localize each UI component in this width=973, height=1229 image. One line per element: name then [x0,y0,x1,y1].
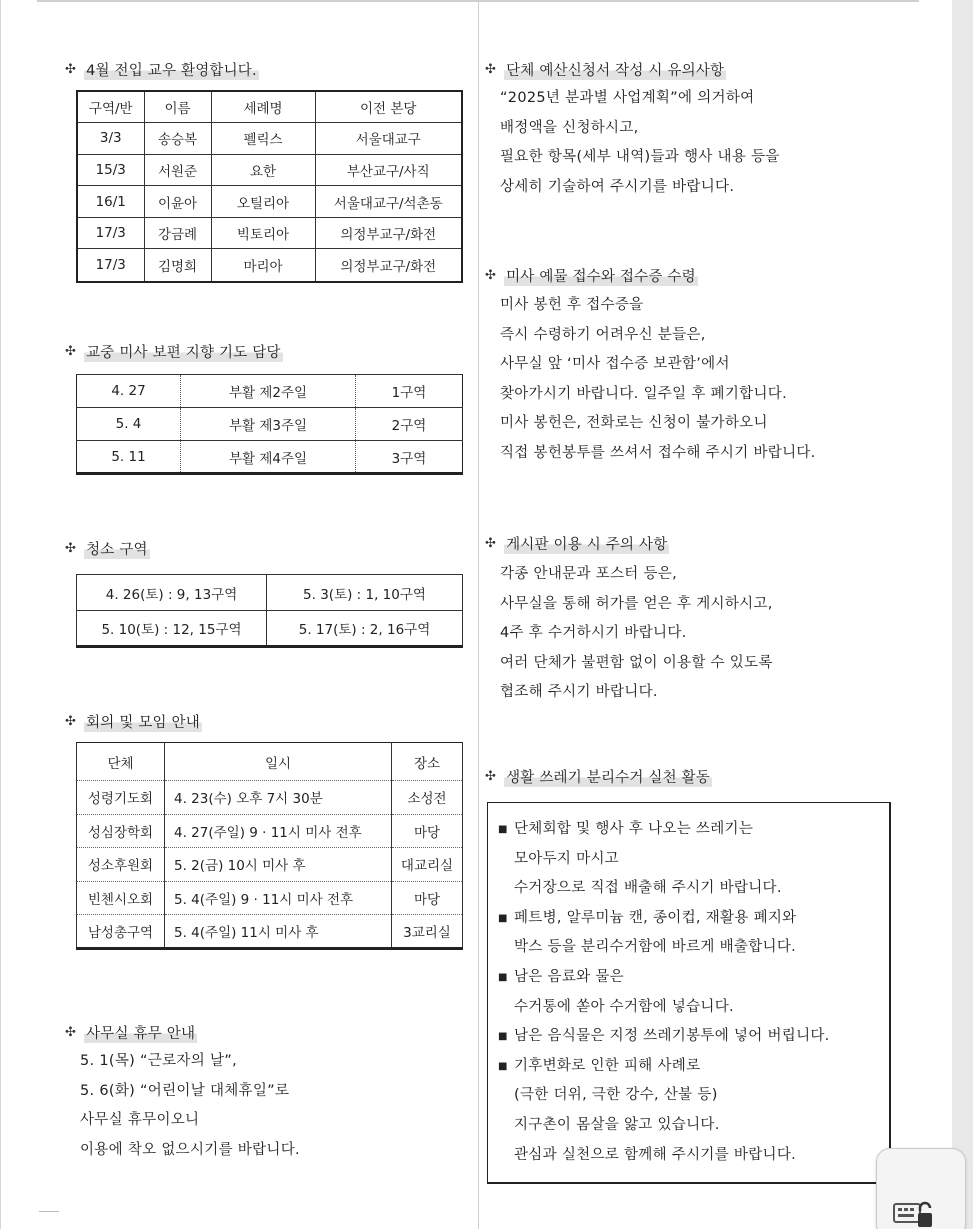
section-marker-icon: ✣ [65,714,77,729]
list-item: ■ 페트병, 알루미늄 캔, 종이컵, 재활용 폐지와 [498,904,889,934]
board-section-title: ✣ 게시판 이용 시 주의 사항 [485,533,669,554]
table-row: 17/3 김명희 마리아 의정부교구/화전 [77,249,462,282]
bullet-square-icon: ■ [498,1060,508,1072]
section-marker-icon: ✣ [485,62,497,77]
budget-section-title: ✣ 단체 예산신청서 작성 시 유의사항 [485,59,726,80]
table-row: 3/3 송승복 펠릭스 서울대교구 [77,123,462,155]
waste-guidelines-box: ■ 단체회합 및 행사 후 나오는 쓰레기는 모아두지 마시고 수거장으로 직접 배출해 주시기 바랍니다. ■ 페트병, 알루미늄 캔, 종이컵, 재활용 폐지와 박스 등을 분리수거함에 바르게 배출합니다. ■ 남은 음료와 물은 수거통에 쏟아 수거함에 넣습니다. ■ 남은 음식물은 지정 쓰레기봉투에 넣어 버립니다. ■ 기후변화로 인한 피해 사례로 (극한 더위, 극한 강수, 산불 등) 지구촌이 몸살을 앓고 있습니다. 관심과 실천으로 함께해 주시기를 바랍니다. [487,802,891,1184]
column-divider [478,0,479,1229]
section-marker-icon: ✣ [485,536,497,551]
section-marker-icon: ✣ [65,62,77,77]
cleaning-section-title: ✣ 청소 구역 [65,538,150,559]
table-row: 성령기도회 4. 23(수) 오후 7시 30분 소성전 [77,781,463,815]
mass-section-title: ✣ 미사 예물 접수와 접수증 수령 [485,265,698,286]
list-item: ■ 단체회합 및 행사 후 나오는 쓰레기는 [498,815,889,845]
table-header-row: 구역/반 이름 세례명 이전 본당 [77,91,462,123]
section-marker-icon: ✣ [485,769,497,784]
mass-notice-text: 미사 봉헌 후 접수증을 즉시 수령하기 어려우신 분들은, 사무실 앞 ‘미사 접수증 보관함’에서 찾아가시기 바랍니다. 일주일 후 폐기합니다. 미사 봉헌은, 전화로는 신청이 불가하오니 직접 봉헌봉투를 쓰셔서 접수해 주시기 바랍니다. [500,297,816,461]
table-row: 빈첸시오회 5. 4(주일) 9 · 11시 미사 전후 마당 [77,881,463,915]
section-marker-icon: ✣ [65,344,77,359]
bullet-square-icon: ■ [498,1031,508,1043]
prayer-table [76,374,463,475]
keyboard-lock-button[interactable] [876,1148,966,1229]
table-row: 성심장학회 4. 27(주일) 9 · 11시 미사 전후 마당 [77,814,463,848]
cleaning-table [76,574,463,648]
list-item: ■ 남은 음료와 물은 [498,963,889,993]
prayer-section-title: ✣ 교중 미사 보편 지향 기도 담당 [65,341,283,362]
list-item: ■ 기후변화로 인한 피해 사례로 [498,1052,889,1082]
waste-section-title: ✣ 생활 쓰레기 분리수거 실천 활동 [485,766,712,787]
table-row: 5. 4 부활 제3주일 2구역 [77,408,463,441]
bottom-mark [39,1211,59,1212]
table-row: 성소후원회 5. 2(금) 10시 미사 후 대교리실 [77,848,463,882]
table-row: 5. 11 부활 제4주일 3구역 [77,441,463,474]
table-row: 17/3 강금례 빅토리아 의정부교구/화전 [77,217,462,249]
bullet-square-icon: ■ [498,971,508,983]
keyboard-lock-icon [893,1201,933,1227]
table-header-row: 단체 일시 장소 [77,743,463,781]
section-marker-icon: ✣ [65,1025,77,1040]
meetings-section-title: ✣ 회의 및 모임 안내 [65,711,202,732]
meetings-table [76,742,463,950]
section-marker-icon: ✣ [485,268,497,283]
office-section-title: ✣ 사무실 휴무 안내 [65,1022,197,1043]
table-row: 16/1 이윤아 오틸리아 서울대교구/석촌동 [77,186,462,218]
table-row: 5. 10(토) : 12, 15구역 5. 17(토) : 2, 16구역 [77,611,463,647]
bullet-square-icon: ■ [498,912,508,924]
board-notice-text: 각종 안내문과 포스터 등은, 사무실을 통해 허가를 얻은 후 게시하시고, 4주 후 수거하시기 바랍니다. 여러 단체가 불편함 없이 이용할 수 있도록 협조해 주시기 바랍니다. [500,566,773,701]
teachers-table [76,90,463,283]
table-row: 4. 26(토) : 9, 13구역 5. 3(토) : 1, 10구역 [77,575,463,611]
budget-notice-text: “2025년 분과별 사업계획”에 의거하여 배정액을 신청하시고, 필요한 항목(세부 내역)들과 행사 내용 등을 상세히 기술하여 주시기를 바랍니다. [500,90,780,195]
table-row: 남성총구역 5. 4(주일) 11시 미사 후 3교리실 [77,915,463,949]
teachers-section-title: ✣ 4월 전입 교우 환영합니다. [65,59,259,80]
office-notice-text: 5. 1(목) “근로자의 날”, 5. 6(화) “어린이날 대체휴일”로 사무실 휴무이오니 이용에 착오 없으시기를 바랍니다. [80,1053,300,1158]
table-row: 15/3 서원준 요한 부산교구/사직 [77,154,462,186]
bullet-square-icon: ■ [498,824,508,835]
section-marker-icon: ✣ [65,541,77,556]
table-row: 4. 27 부활 제2주일 1구역 [77,375,463,408]
list-item: ■ 남은 음식물은 지정 쓰레기봉투에 넣어 버립니다. [498,1022,889,1052]
